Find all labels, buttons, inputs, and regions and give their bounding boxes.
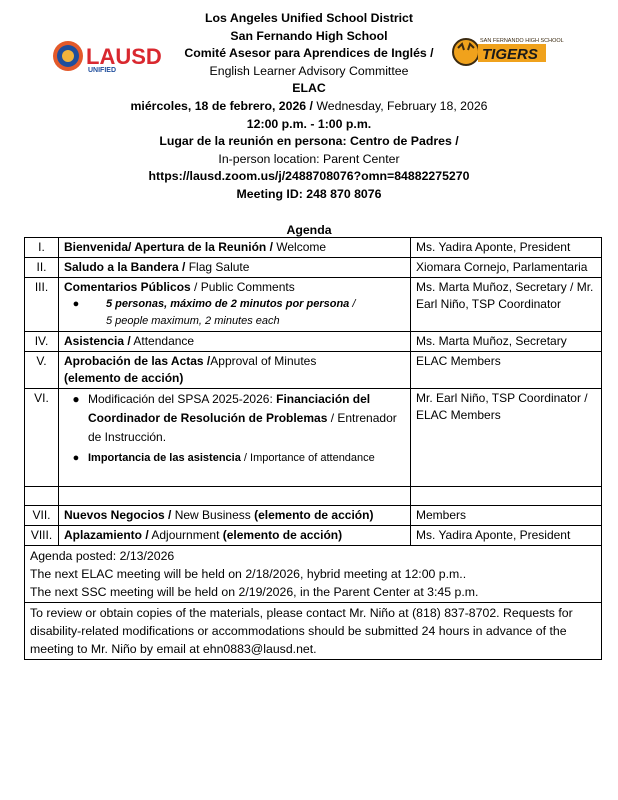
bullet-text-en: 5 people maximum, 2 minutes each [106,315,280,327]
item-number: VIII. [25,526,59,546]
bullet-icon: ● [72,452,80,464]
bullet-item [64,390,405,447]
next-ssc-meeting: The next SSC meeting will be held on 2/19/2026, in the Parent Center at 3:45 p.m. [30,585,479,599]
tigers-logo-sub: SAN FERNANDO HIGH SCHOOL [480,38,564,44]
item-number: II. [25,258,59,278]
next-elac-meeting: The next ELAC meeting will be held on 2/18/2026, hybrid meeting at 12:00 p.m.. [30,567,467,581]
district-name: Los Angeles Unified School District [205,11,413,25]
bullet-bold: Financiación del Coordinador de Resolución de Problemas [88,392,371,425]
meeting-date-en: Wednesday, February 18, 2026 [312,98,488,113]
item-presenter: Ms. Marta Muñoz, Secretary [411,332,602,352]
agenda-row [25,526,602,546]
action-item-label: (elemento de acción) [254,508,374,522]
item-presenter: Ms. Marta Muñoz, Secretary / Mr. Earl Niño, TSP Coordinator [411,278,602,332]
meeting-time: 12:00 p.m. - 1:00 p.m. [246,116,372,131]
item-title-en: Attendance [130,334,195,348]
footer-row [25,603,602,660]
agenda-title: Agenda [286,223,332,237]
item-topic [59,238,411,258]
item-topic [59,258,411,278]
item-title-es: Nuevos Negocios / [64,508,172,522]
empty-row [25,487,602,506]
item-presenter: Ms. Yadira Aponte, President [411,526,602,546]
committee-name-es: Comité Asesor para Aprendices de Inglés / [184,46,434,61]
agenda-row [25,506,602,526]
meeting-id: Meeting ID: 248 870 8076 [236,186,382,201]
item-title-es: Aplazamiento / [64,528,149,542]
item-presenter: Xiomara Cornejo, Parlamentaria [411,258,602,278]
agenda-row [25,258,602,278]
bullet-item [64,296,405,330]
bullet-post: / Entrenador de Instrucción. [88,411,397,444]
item-number: I. [25,238,59,258]
agenda-row [25,332,602,352]
item-topic [59,332,411,352]
bullet-sep: / [349,298,356,310]
item-title-en: Welcome [272,240,327,254]
item-title-en: Flag Salute [185,260,250,274]
item-topic [59,352,411,389]
location-en: In-person location: Parent Center [218,151,400,166]
agenda-posted: Agenda posted: 2/13/2026 [30,549,175,563]
bullet-item [64,449,405,468]
item-title-en: New Business [171,508,255,522]
agenda-table [24,237,602,660]
item-topic [59,526,411,546]
lausd-logo-text: LAUSD [86,44,162,69]
tigers-logo-text: TIGERS [482,46,538,63]
bullet-pre: Modificación del SPSA 2025-2026: [88,392,277,406]
meeting-date-es: miércoles, 18 de febrero, 2026 / [130,98,313,113]
bullet-bold: Importancia de las asistencia [88,452,241,464]
item-topic [59,278,411,332]
item-presenter: Members [411,506,602,526]
contact-info: To review or obtain copies of the materials, please contact Mr. Niño at (818) 837-8702. Requests for disability-related modifications or accommodations should be submitted 24 hours in advance of the meeting to Mr. Niño by email at ehn0883@lausd.net. [25,603,602,660]
location-es: Lugar de la reunión en persona: Centro de Padres / [159,134,459,149]
committee-acronym: ELAC [292,81,326,96]
item-title-es: Bienvenida/ Apertura de la Reunión / [64,240,273,254]
item-number: V. [25,352,59,389]
bullet-icon: ● [72,298,80,310]
item-presenter: Ms. Yadira Aponte, President [411,238,602,258]
item-number: III. [25,278,59,332]
item-number: VII. [25,506,59,526]
item-topic [59,506,411,526]
item-title-es: Aprobación de las Actas / [64,354,211,368]
agenda-row [25,389,602,487]
item-presenter: ELAC Members [411,352,602,389]
agenda-row [25,278,602,332]
item-title-en: Adjournment [148,528,223,542]
item-number: VI. [25,389,59,487]
item-title-es: Saludo a la Bandera / [64,260,186,274]
item-topic [59,389,411,487]
committee-name-en: English Learner Advisory Committee [209,63,409,78]
document-header [0,10,618,204]
zoom-link[interactable]: https://lausd.zoom.us/j/2488708076?omn=84882275270 [148,169,470,184]
agenda-row [25,238,602,258]
item-presenter: Mr. Earl Niño, TSP Coordinator / ELAC Members [411,389,602,487]
school-name: San Fernando High School [230,28,388,43]
item-title-es: Asistencia / [64,334,131,348]
bullet-text-es: 5 personas, máximo de 2 minutos por persona [106,298,350,310]
action-item-label: (elemento de acción) [222,528,343,542]
agenda-row [25,352,602,389]
item-title-en: Approval of Minutes [210,354,317,368]
bullet-icon: ● [72,392,80,406]
meeting-date [0,98,618,116]
item-title-en: / Public Comments [190,280,295,294]
footer-notes [25,546,602,603]
item-number: IV. [25,332,59,352]
item-title-es: Comentarios Públicos [64,280,191,294]
footer-row [25,546,602,603]
lausd-logo-sub: UNIFIED [88,67,116,74]
action-item-label: (elemento de acción) [64,371,184,385]
bullet-post: / Importance of attendance [240,452,375,464]
